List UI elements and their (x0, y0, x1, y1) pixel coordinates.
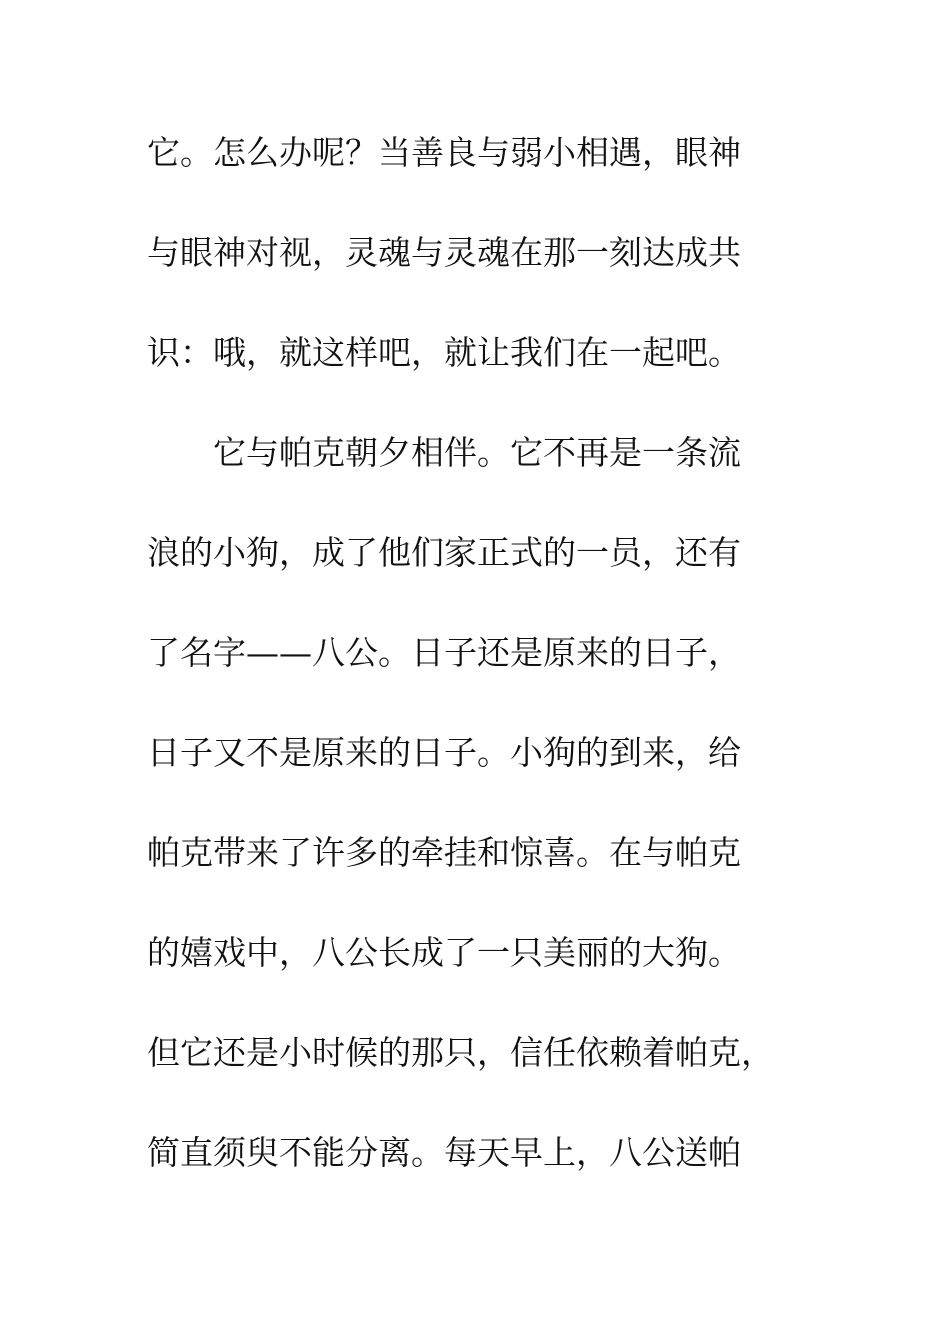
text-line: 识：哦，就这样吧，就让我们在一起吧。 (147, 333, 741, 372)
text-line: 它。怎么办呢？当善良与弱小相遇，眼神 (147, 133, 741, 172)
text-line: 的嬉戏中，八公长成了一只美丽的大狗。 (147, 933, 741, 972)
text-line: 但它还是小时候的那只，信任依赖着帕克， (147, 1033, 774, 1072)
text-line: 简直须臾不能分离。每天早上，八公送帕 (147, 1133, 741, 1172)
paragraph-first-line: 它与帕克朝夕相伴。它不再是一条流 (213, 433, 741, 472)
text-line: 日子又不是原来的日子。小狗的到来，给 (147, 733, 741, 772)
text-line: 浪的小狗，成了他们家正式的一员，还有 (147, 533, 741, 572)
text-line: 帕克带来了许多的牵挂和惊喜。在与帕克 (147, 833, 741, 872)
text-line: 了名字——八公。日子还是原来的日子， (147, 633, 741, 672)
text-line: 与眼神对视，灵魂与灵魂在那一刻达成共 (147, 233, 741, 272)
